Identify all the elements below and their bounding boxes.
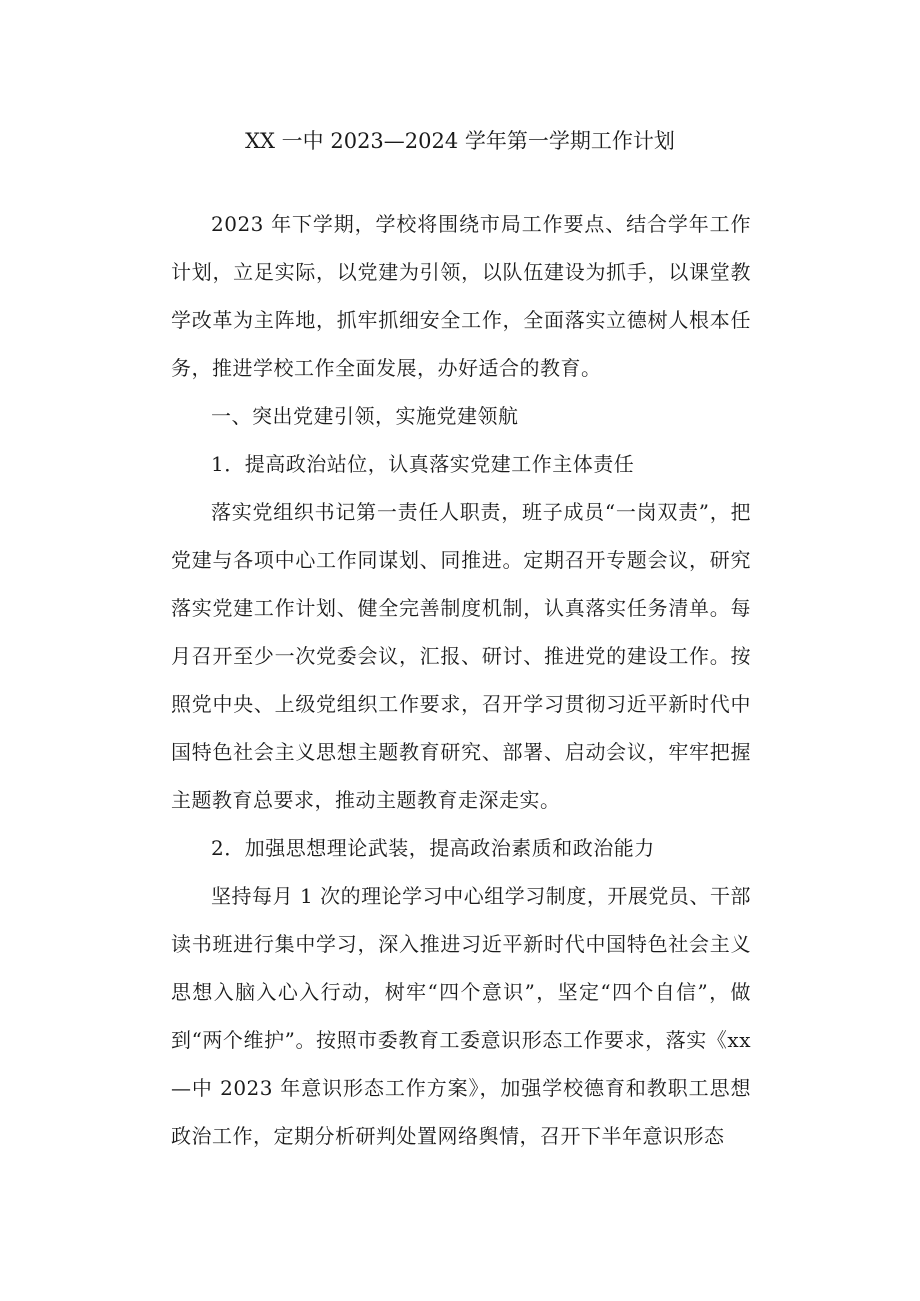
body-paragraph-1: 落实党组织书记第一责任人职责，班子成员“一岗双责”，把党建与各项中心工作同谋划、同推进。定期召开专题会议，研究落实党建工作计划、健全完善制度机制，认真落实任务清单。每月召开至少一次党委会议，汇报、研讨、推进党的建设工作。按照党中央、上级党组织工作要求，召开学习贯彻习近平新时代中国特色社会主义思想主题教育研究、部署、启动会议，牢牢把握主题教育总要求，推动主题教育走深走实。 xyxy=(171,500,751,812)
document-title: XX 一中 2023—2024 学年第一学期工作计划 xyxy=(245,129,675,153)
body-paragraph-2: 坚持每月 1 次的理论学习中心组学习制度，开展党员、干部读书班进行集中学习，深入推进习近平新时代中国特色社会主义思想入脑入心入行动，树牢“四个意识”，坚定“四个自信”，做到“两个维护”。按照市委教育工委意识形态工作要求，落实《xx—中 2023 年意识形态工作方案》，加强学校德育和教职工思想政治工作，定期分析研判处置网络舆情，召开下半年意识形态 xyxy=(171,884,751,1148)
document-body xyxy=(171,200,751,1160)
intro-paragraph: 2023 年下学期，学校将围绕市局工作要点、结合学年工作计划，立足实际，以党建为引领，以队伍建设为抓手，以课堂教学改革为主阵地，抓牢抓细安全工作，全面落实立德树人根本任务，推进学校工作全面发展，办好适合的教育。 xyxy=(171,212,751,380)
subsection-heading-1: 1．提高政治站位，认真落实党建工作主体责任 xyxy=(211,452,635,476)
subsection-heading-2: 2．加强思想理论武装，提高政治素质和政治能力 xyxy=(211,836,655,860)
section-heading-1: 一、突出党建引领，实施党建领航 xyxy=(211,404,519,428)
